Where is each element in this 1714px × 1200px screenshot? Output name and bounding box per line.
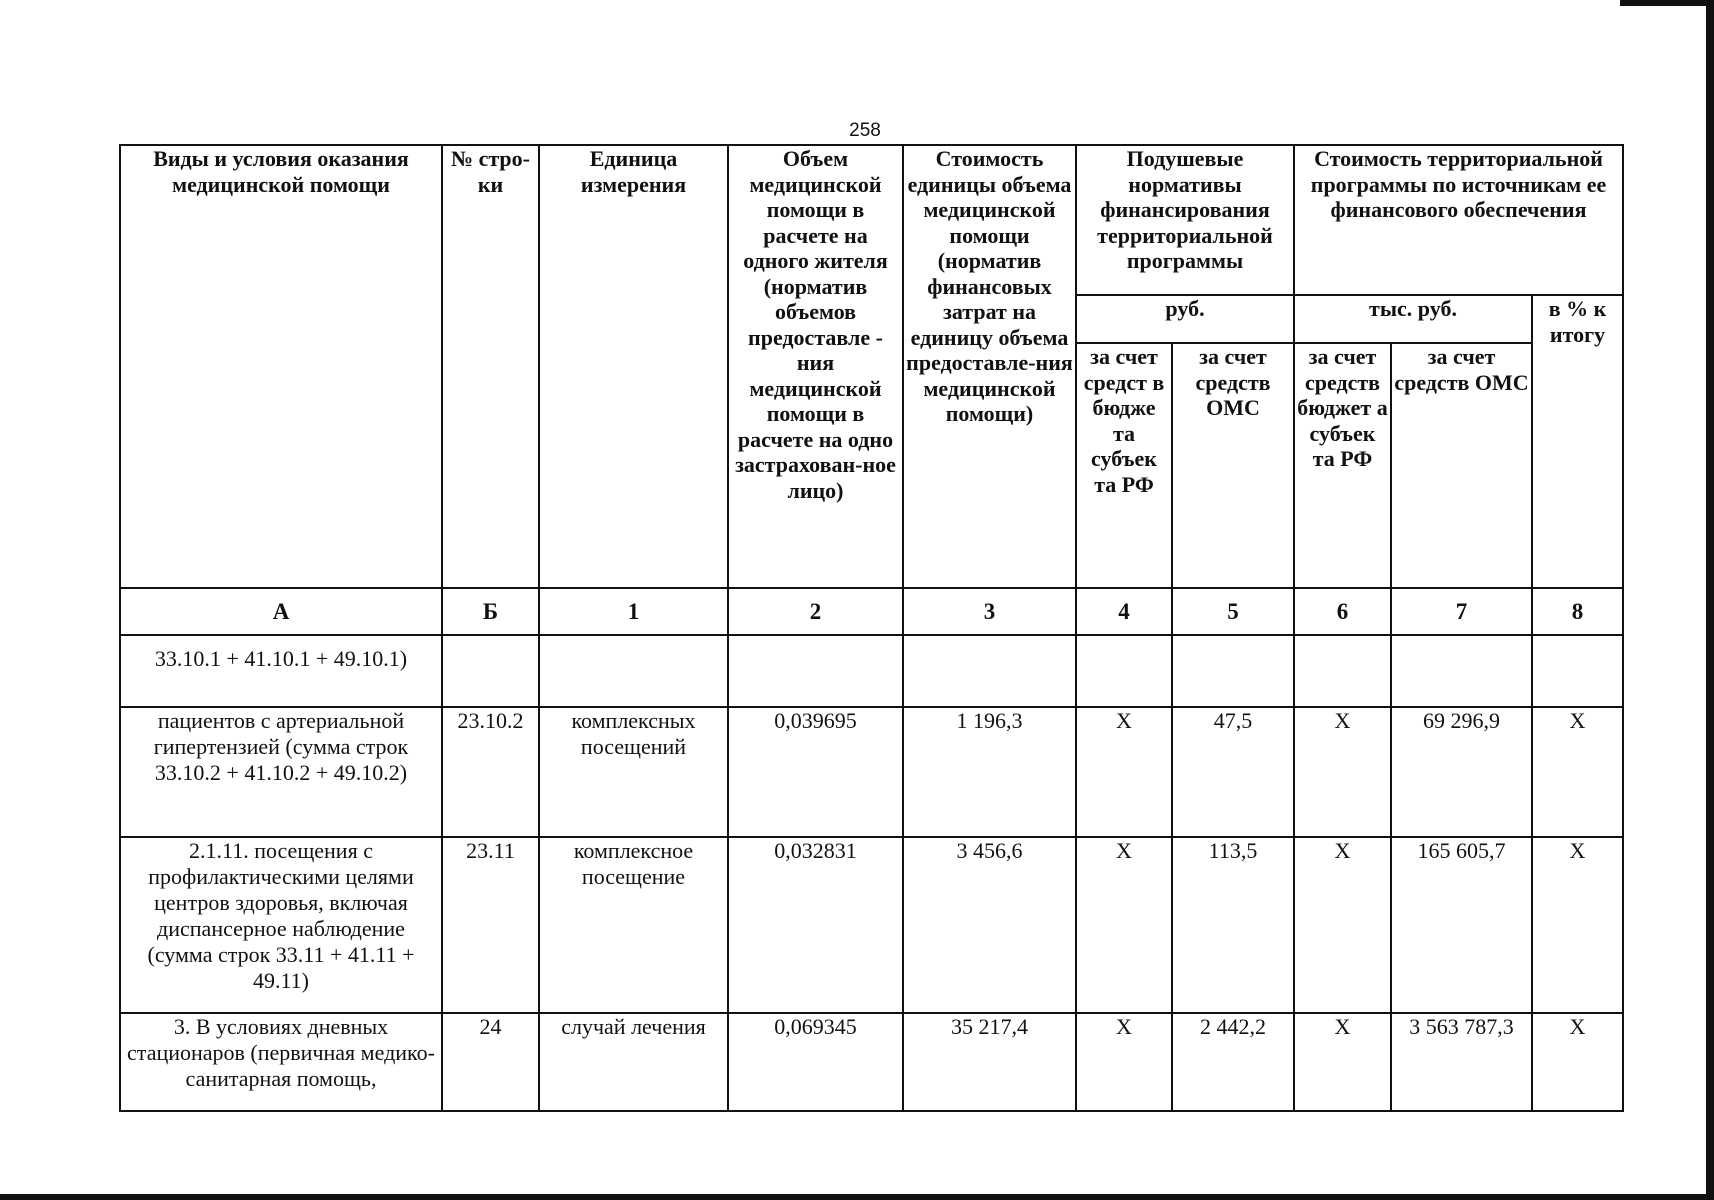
header-col-7: за счет средств ОМС [1391, 343, 1532, 588]
cell-volume: 0,069345 [728, 1013, 903, 1111]
cell-col-7: 3 563 787,3 [1391, 1013, 1532, 1111]
cell-cost: 35 217,4 [903, 1013, 1076, 1111]
cell-col-4 [1076, 635, 1172, 707]
cell-line [442, 635, 539, 707]
header-per-capita-group: Подушевые нормативы финансирования территориальной программы [1076, 145, 1294, 295]
cell-line: 24 [442, 1013, 539, 1111]
cell-unit: комплексное посещение [539, 837, 728, 1013]
cell-col-5 [1172, 635, 1294, 707]
column-number: 6 [1294, 588, 1391, 635]
cell-col-4: Х [1076, 707, 1172, 837]
header-col-4: за счет средст в бюдже та субъек та РФ [1076, 343, 1172, 588]
cell-col-7: 165 605,7 [1391, 837, 1532, 1013]
cell-col-6: Х [1294, 1013, 1391, 1111]
cell-col-7 [1391, 635, 1532, 707]
page-number: 258 [849, 120, 881, 141]
column-number: А [120, 588, 442, 635]
cell-col-8: Х [1532, 837, 1623, 1013]
cell-col-5: 113,5 [1172, 837, 1294, 1013]
cell-volume: 0,032831 [728, 837, 903, 1013]
cell-col-4: Х [1076, 837, 1172, 1013]
cell-volume: 0,039695 [728, 707, 903, 837]
column-number-row [120, 588, 1623, 635]
column-number: 5 [1172, 588, 1294, 635]
header-col-5: за счет средств ОМС [1172, 343, 1294, 588]
cell-volume [728, 635, 903, 707]
cell-unit: случай лечения [539, 1013, 728, 1111]
header-unit-cost: Стоимость единицы объема медицинской помощи (норматив финансовых затрат на единицу объема предоставле-ния медицинской помощи) [903, 145, 1076, 588]
cell-col-6: Х [1294, 837, 1391, 1013]
column-number: 7 [1391, 588, 1532, 635]
cell-col-8 [1532, 635, 1623, 707]
financing-table [119, 144, 1624, 1112]
table-row [120, 635, 1623, 707]
column-number: Б [442, 588, 539, 635]
cell-line: 23.11 [442, 837, 539, 1013]
cell-col-6: Х [1294, 707, 1391, 837]
cell-col-8: Х [1532, 707, 1623, 837]
header-unit: Единица измерения [539, 145, 728, 588]
header-program-cost-group: Стоимость территориальной программы по источникам ее финансового обеспечения [1294, 145, 1623, 295]
cell-kind: 3. В условиях дневных стационаров (первичная медико-санитарная помощь, [120, 1013, 442, 1111]
cell-col-6 [1294, 635, 1391, 707]
table-row [120, 707, 1623, 837]
scan-edge-right [1706, 0, 1714, 1200]
column-number: 4 [1076, 588, 1172, 635]
table-row [120, 837, 1623, 1013]
cell-cost [903, 635, 1076, 707]
cell-unit: комплексных посещений [539, 707, 728, 837]
cell-kind: 2.1.11. посещения с профилактическими целями центров здоровья, включая диспансерное наблюдение (сумма строк 33.11 + 41.11 + 49.11) [120, 837, 442, 1013]
header-rub: руб. [1076, 295, 1294, 343]
cell-cost: 3 456,6 [903, 837, 1076, 1013]
header-kind: Виды и условия оказания медицинской помощи [120, 145, 442, 588]
column-number: 3 [903, 588, 1076, 635]
column-number: 2 [728, 588, 903, 635]
cell-cost: 1 196,3 [903, 707, 1076, 837]
cell-col-5: 2 442,2 [1172, 1013, 1294, 1111]
column-number: 8 [1532, 588, 1623, 635]
header-thous-rub: тыс. руб. [1294, 295, 1532, 343]
cell-col-4: Х [1076, 1013, 1172, 1111]
scan-edge-top [1620, 0, 1714, 6]
cell-unit [539, 635, 728, 707]
header-col-6: за счет средств бюджет а субъек та РФ [1294, 343, 1391, 588]
column-number: 1 [539, 588, 728, 635]
cell-col-8: Х [1532, 1013, 1623, 1111]
header-line-number: № стро-ки [442, 145, 539, 588]
cell-kind: пациентов с артериальной гипертензией (сумма строк 33.10.2 + 41.10.2 + 49.10.2) [120, 707, 442, 837]
cell-line: 23.10.2 [442, 707, 539, 837]
cell-col-7: 69 296,9 [1391, 707, 1532, 837]
cell-kind: 33.10.1 + 41.10.1 + 49.10.1) [120, 635, 442, 707]
header-volume: Объем медицинской помощи в расчете на одного жителя (норматив объемов предоставле - ния медицинской помощи в расчете на одно застрахован-ное лицо) [728, 145, 903, 588]
scan-edge-bottom [0, 1194, 1714, 1200]
header-percent: в % к итогу [1532, 295, 1623, 588]
cell-col-5: 47,5 [1172, 707, 1294, 837]
table-row [120, 1013, 1623, 1111]
